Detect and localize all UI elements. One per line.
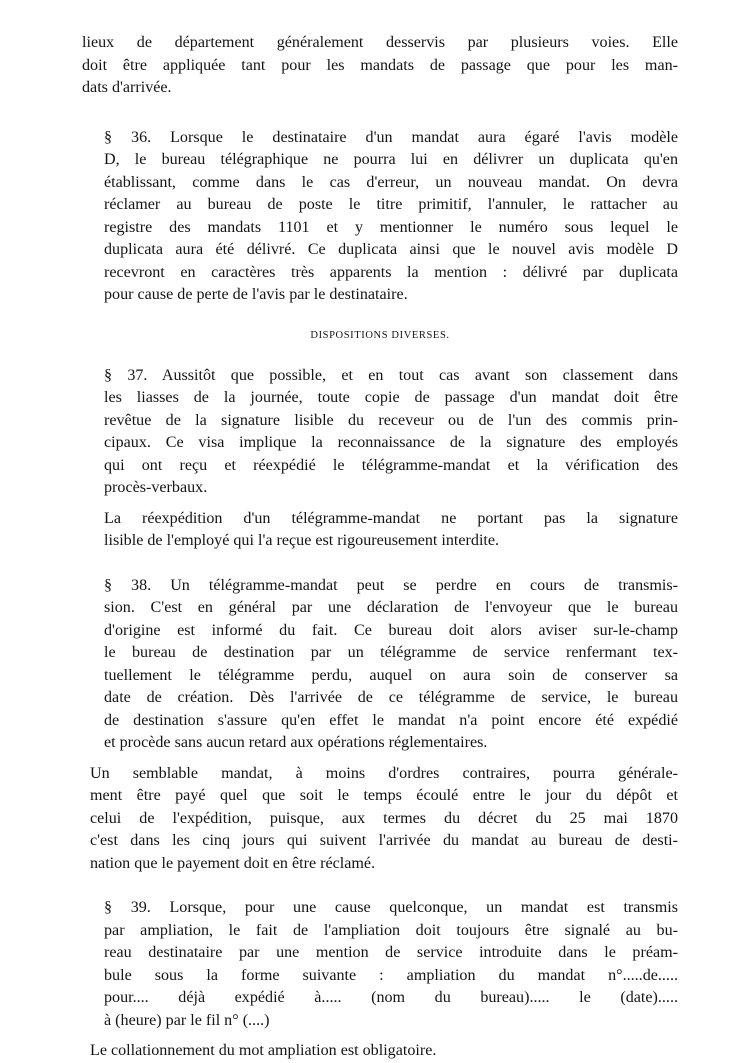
text-line: § 39. Lorsque, pour une cause quelconque, un mandat est transmis	[104, 899, 678, 916]
text-line: d'origine est informé du fait. Ce bureau doit alors aviser sur-le-champ	[104, 621, 678, 639]
text-line: tuellement le télégramme perdu, auquel on aura soin de conserver sa	[104, 666, 678, 684]
text-line: doit être appliquée tant pour les mandats de passage que pour les man-	[82, 56, 678, 74]
text-line: établissant, comme dans le cas d'erreur, un nouveau mandat. On devra	[104, 173, 678, 191]
text-line: celui de l'expédition, puisque, aux termes du décret du 25 mai 1870	[90, 809, 678, 827]
text-line: qui ont reçu et réexpédié le télégramme-mandat et la vérification des	[104, 456, 678, 474]
paragraph-section-38	[82, 575, 678, 755]
text-line: lisible de l'employé qui l'a reçue est rigoureusement interdite.	[104, 532, 500, 549]
text-line: par ampliation, le fait de l'ampliation doit toujours être signalé au bu-	[104, 921, 678, 939]
paragraph-intro	[82, 32, 678, 100]
text-line: pour.... déjà expédié à..... (nom du bureau)..... le (date).....	[104, 989, 678, 1006]
paragraph-section-39-continued	[82, 1040, 678, 1063]
text-line: registre des mandats 1101 et y mentionner le numéro sous lequel le	[104, 218, 678, 236]
text-line: dats d'arrivée.	[82, 79, 172, 96]
text-line: réclamer au bureau de poste le titre primitif, l'annuler, le rattacher au	[104, 196, 678, 213]
text-line: La réexpédition d'un télégramme-mandat ne portant pas la signature	[104, 509, 678, 527]
text-line: et procède sans aucun retard aux opérations réglementaires.	[104, 734, 488, 751]
text-line: revêtue de la signature lisible du receveur ou de l'un des commis prin-	[104, 411, 678, 429]
text-line: D, le bureau télégraphique ne pourra lui en délivrer un duplicata qu'en	[104, 151, 678, 168]
text-line: c'est dans les cinq jours qui suivent l'arrivée du mandat au bureau de desti-	[90, 832, 678, 849]
text-line: cipaux. Ce visa implique la reconnaissance de la signature des employés	[104, 434, 678, 451]
paragraph-section-39	[82, 897, 678, 1032]
text-line: les liasses de la journée, toute copie de passage d'un mandat doit être	[104, 389, 678, 406]
text-line: recevront en caractères très apparents la mention : délivré par duplicata	[104, 263, 678, 281]
text-line: le bureau de destination par un télégramme de service renfermant tex-	[104, 644, 678, 661]
text-line: Un semblable mandat, à moins d'ordres contraires, pourra générale-	[90, 764, 678, 782]
text-line: lieux de département généralement desservis par plusieurs voies. Elle	[82, 34, 678, 51]
text-line: sion. C'est en général par une déclaration de l'envoyeur que le bureau	[104, 599, 678, 616]
text-line: reau destinataire par une mention de service introduite dans le préam-	[104, 944, 678, 961]
text-line: procès-verbaux.	[104, 479, 208, 496]
text-line: Le collationnement du mot ampliation est obligatoire.	[90, 1042, 437, 1059]
section-title: DISPOSITIONS DIVERSES.	[310, 329, 450, 341]
text-line: à (heure) par le fil n° (....)	[104, 1011, 270, 1029]
paragraph-section-37-continued	[82, 508, 678, 553]
paragraph-section-36	[82, 127, 678, 307]
text-line: bule sous la forme suivante : ampliation du mandat n°.....de.....	[104, 966, 678, 984]
text-line: § 36. Lorsque le destinataire d'un mandat aura égaré l'avis modèle	[104, 128, 678, 146]
text-line: nation que le payement doit en être réclamé.	[90, 854, 376, 872]
text-line: date de création. Dès l'arrivée de ce télégramme de service, le bureau	[104, 689, 678, 706]
paragraph-section-37	[82, 365, 678, 500]
text-line: ment être payé quel que soit le temps écoulé entre le jour du dépôt et	[90, 787, 678, 804]
text-line: § 37. Aussitôt que possible, et en tout cas avant son classement dans	[104, 366, 678, 384]
paragraph-section-38-continued	[82, 763, 678, 876]
text-line: pour cause de perte de l'avis par le destinataire.	[104, 286, 408, 303]
text-line: de destination s'assure qu'en effet le mandat n'a point encore été expédié	[104, 711, 678, 729]
text-line: duplicata aura été délivré. Ce duplicata ainsi que le nouvel avis modèle D	[104, 241, 678, 258]
text-line: § 38. Un télégramme-mandat peut se perdre en cours de transmis-	[104, 576, 678, 594]
